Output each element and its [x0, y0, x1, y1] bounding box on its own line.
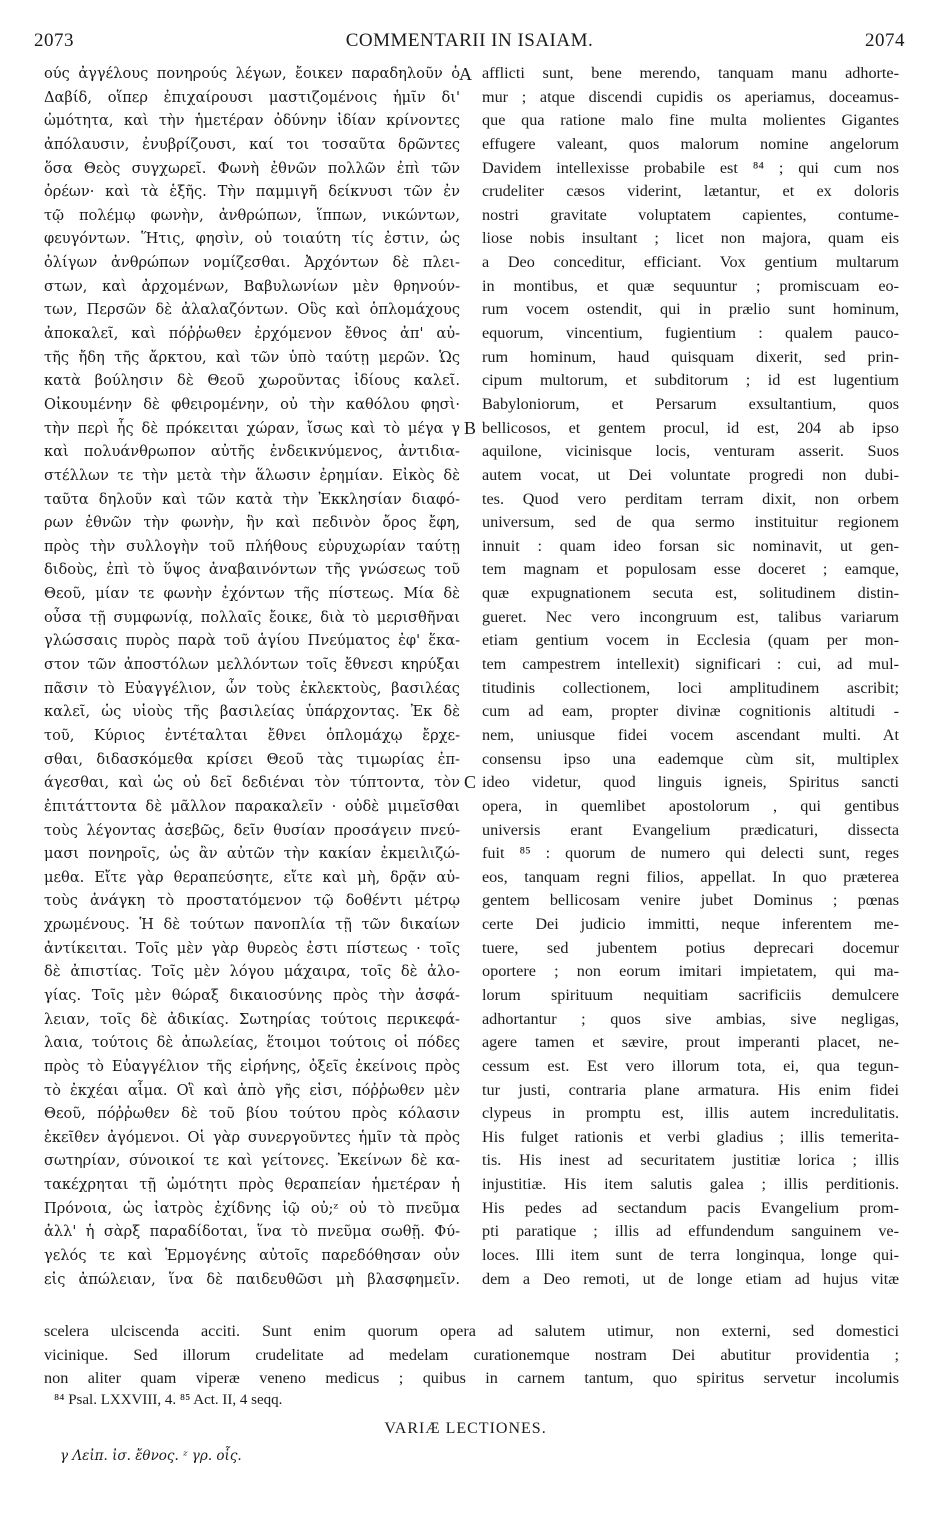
greek-text-line: γλώσσαις πυρὸς παρὰ τοῦ ἁγίου Πνεύματος ἐφ' ἕκα- — [44, 632, 460, 650]
full-text-line: scelera ulciscenda acciti. Sunt enim quorum opera ad salutem utimur, non externi, sed domestici — [44, 1322, 899, 1340]
latin-text-line: nem, uniusque fidei vocem ascendant multi. At — [482, 725, 899, 744]
greek-text-line: πρὸς τὸ Εὐαγγέλιον τῆς εἰρήνης, ὀξεῖς ἐκείνοις πρὸς — [44, 1057, 460, 1075]
greek-text-line: πᾶσιν τὸ Εὐαγγέλιον, ὧν τοὺς ἐκλεκτοὺς, βασιλέας — [44, 679, 460, 697]
latin-text-line: fuit ⁸⁵ : quorum de numero qui delecti sunt, reges — [482, 844, 899, 863]
latin-text-line: His pedes ad sectandum pacis Evangelium prom- — [482, 1198, 899, 1217]
latin-text-line: rum hominum, haud quisquam dixerit, sed prin- — [482, 347, 899, 366]
latin-text-line: quæ expugnationem secuta est, solitudinem distin- — [482, 584, 899, 603]
greek-text-line: ἐκεῖθεν ἀγόμενοι. Οἱ γὰρ συνεργοῦντες ἡμῖν τὰ πρὸς — [44, 1128, 460, 1146]
page-number-right: 2074 — [865, 30, 905, 51]
latin-text-line: afflicti sunt, bene merendo, tanquam manu adhorte- — [482, 64, 899, 82]
latin-text-line: Babyloniorum, et Persarum exsultantium, quos — [482, 394, 899, 413]
full-text-line: vicinique. Sed illorum crudelitate ad medelam curationemque nostram Dei abutitur providentia ; — [44, 1345, 899, 1364]
greek-text-line: διδοὺς, ἐπὶ τὸ ὕψος ἀναβαινόντων τῆς γνώσεως τοῦ — [44, 561, 460, 579]
greek-text-line: κατὰ βούλησιν δὲ Θεοῦ χωροῦντας ἰδίους καλεῖ. — [44, 372, 460, 390]
latin-text-line: agere tamen et sævire, prout imperanti placet, ne- — [482, 1033, 899, 1052]
page-number-left: 2073 — [34, 30, 74, 51]
latin-text-line: nostri gravitate voluptatem capientes, contume- — [482, 205, 899, 224]
margin-mark-a: A — [459, 64, 472, 84]
running-title: COMMENTARII IN ISAIAM. — [345, 30, 594, 51]
latin-text-line: loces. Illi item sunt de terra longinqua, longe qui- — [482, 1246, 899, 1265]
greek-text-line: τοὺς ἀνάγκη τὸ προστατόμενον τῷ δοθέντι μέτρῳ — [44, 892, 460, 910]
latin-text-line: mur ; atque discendi cupidis os aperiamus, doceamus- — [482, 87, 899, 106]
latin-text-line: bellicosos, et gentem procul, id est, 204 ab ipso — [482, 418, 899, 437]
latin-text-line: tem campestrem intellexit) significari : cui, ad mul- — [482, 655, 899, 674]
latin-text-line: cipum multorum, et subditorum ; id est lugentium — [482, 371, 899, 390]
greek-text-line: δὲ ἀπιστίας. Τοῖς μὲν λόγου μάχαιρα, τοῖς δὲ ἀλο- — [44, 963, 460, 981]
latin-text-line: equorum, vincentium, fugientium : qualem pauco- — [482, 324, 899, 343]
greek-text-line: λαια, τούτοις δὲ ἀπωλείας, ἕτοιμοι τούτοις οἱ πόδες — [44, 1034, 460, 1052]
greek-text-line: ὅσα Θεὸς συγχωρεῖ. Φωνὴ ἐθνῶν πολλῶν ἐπὶ τῶν — [44, 159, 460, 177]
latin-text-line: titudinis collectionem, loci amplitudinem ascribit; — [482, 678, 899, 697]
greek-text-line: Θεοῦ, πόῤῥωθεν δὲ τοῦ βίου τούτου πρὸς κόλασιν — [44, 1105, 460, 1123]
greek-text-line: τοὺς λέγοντας ἀσεβῶς, δεῖν θυσίαν προσάγειν πνεύ- — [44, 821, 460, 839]
latin-text-line: cessum est. Est vero illorum tota, ei, qua tegun- — [482, 1056, 899, 1075]
latin-text-line: a Deo conceditur, efficiant. Vox gentium multarum — [482, 253, 899, 272]
greek-text-line: χρωμένους. Ἡ δὲ τούτων πανοπλία τῇ τῶν δικαίων — [44, 916, 460, 934]
latin-text-line: pti paratique ; illis ad effundendum sanguinem ve- — [482, 1222, 899, 1241]
greek-text-line: τὸ ἐκχέαι αἷμα. Οἳ καὶ ἀπὸ γῆς εἰσι, πόῤῥωθεν μὲν — [44, 1081, 460, 1099]
greek-text-line: ἐπιτάττοντα δὲ μᾶλλον παρακαλεῖν · οὐδὲ μιμεῖσθαι — [44, 797, 460, 815]
latin-text-line: dem a Deo remoti, ut de longe etiam ad hujus vitæ — [482, 1269, 899, 1288]
latin-text-line: adhortantur ; quos sive ambias, sive negligas, — [482, 1009, 899, 1028]
greek-text-line: Οἰκουμένην δὲ φθειρομένην, οὐ τὴν καθόλου φησὶ· — [44, 395, 460, 413]
greek-text-line: οὖσα τῇ συμφωνίᾳ, πολλαῖς ἔοικε, διὰ τὸ μερισθῆναι — [44, 608, 460, 626]
greek-text-line: στων, καὶ ἀρχομένων, Βαβυλωνίων μὲν θρηνούν- — [44, 277, 460, 295]
greek-text-line: ὠμότητα, καὶ τὴν ἡμετέραν ὀδύνην ἰδίαν κρίνοντες — [44, 112, 460, 130]
latin-text-line: rum vocem ostendit, qui in prælio sunt hominum, — [482, 300, 899, 319]
latin-text-line: injustitiæ. His item salutis galea ; illis perditionis. — [482, 1175, 899, 1194]
greek-text-line: τῷ πολέμῳ φωνὴν, ἀνθρώπων, ἵππων, νικώντων, — [44, 206, 460, 224]
full-width-text — [44, 1320, 899, 1391]
latin-text-line: aquilone, vicinisque locis, venturam asserit. Suos — [482, 442, 899, 461]
greek-text-line: ὀλίγων ἀνθρώπων νομίζεσθαι. Ἀρχόντων δὲ πλει- — [44, 254, 460, 272]
greek-text-line: ἀλλ' ἡ σὰρξ παραδίδοται, ἵνα τὸ πνεῦμα σωθῇ. Φύ- — [44, 1223, 460, 1241]
latin-text-line: His fulget rationis et verbi gladius ; illis temerita- — [482, 1127, 899, 1146]
latin-text-line: universis erant Evangelium prædicaturi, dissecta — [482, 820, 899, 839]
latin-text-line: que qua ratione malo fine multa molientes Gigantes — [482, 111, 899, 130]
greek-column — [44, 62, 460, 1291]
latin-text-line: clypeus in promptu est, illis autem incredulitatis. — [482, 1104, 899, 1123]
greek-text-line: γίας. Τοῖς μὲν θώραξ δικαιοσύνης πρὸς τὴν ἀσφά- — [44, 986, 460, 1004]
full-text-line: non aliter quam viperæ veneno medicus ; quibus in carnem tantum, quo spiritus servetur incolumis — [44, 1369, 899, 1388]
latin-text-line: cum ad eam, propter divinæ cognitionis altitudi - — [482, 702, 899, 721]
greek-text-line: σθαι, διδασκόμεθα κρίσει Θεοῦ τὰς τιμωρίας ἐπ- — [44, 750, 460, 768]
latin-text-line: opera, in quemlibet apostolorum , qui gentibus — [482, 796, 899, 815]
latin-text-line: tur justi, contraria plane armatura. His enim fidei — [482, 1080, 899, 1099]
latin-text-line: tem magnam et populosam esse doceret ; eamque, — [482, 560, 899, 579]
greek-text-line: μασι πονηροῖς, ὡς ἂν αὐτῶν τὴν κακίαν ἐκμειλιζώ- — [44, 845, 460, 863]
latin-text-line: crudeliter cæsos viderint, lætantur, et ex doloris — [482, 182, 899, 201]
greek-text-line: πρὸς τὴν συλλογὴν τοῦ πλήθους εὐρυχωρίαν ταύτῃ — [44, 537, 460, 555]
latin-text-line: gueret. Nec vero incongruum est, talibus variarum — [482, 607, 899, 626]
latin-text-line: oportere ; non eorum imitari impietatem, qui ma- — [482, 962, 899, 981]
greek-text-line: Θεοῦ, μίαν τε φωνὴν ἐχόντων τῆς πίστεως. Μία δὲ — [44, 585, 460, 603]
latin-text-line: ideo videtur, quod linguis igneis, Spiritus sancti — [482, 773, 899, 792]
greek-text-line: ούς ἀγγέλους πονηρούς λέγων, ἔοικεν παραδηλοῦν ὁ — [44, 65, 460, 82]
greek-text-line: εἰς ἀπώλειαν, ἵνα δὲ παιδευθῶσι μὴ βλασφημεῖν. — [44, 1270, 460, 1288]
greek-text-line: τοῦ, Κύριος ἐντέταλται ἔθνει ὁπλομάχῳ ἔρχε- — [44, 726, 460, 744]
page-header — [34, 30, 905, 54]
greek-text-line: ταῦτα δηλοῦν καὶ τῶν κατὰ τὴν Ἐκκλησίαν διαφό- — [44, 490, 460, 508]
greek-text-line: φευγόντων. Ἥτις, φησὶν, οὐ τοιαύτη τίς ἐστιν, ὡς — [44, 230, 460, 248]
latin-text-line: effugere valeant, quos malorum nomine angelorum — [482, 134, 899, 153]
greek-text-line: ὀρέων· καὶ τὰ ἑξῆς. Τὴν παμμιγῆ δείκνυσι τῶν ἐν — [44, 183, 460, 201]
greek-text-line: σωτηρίαν, σύνοικοί τε καὶ γείτονες. Ἐκείνων δὲ κα- — [44, 1152, 460, 1170]
variae-lectiones-heading: VARIÆ LECTIONES. — [384, 1420, 547, 1437]
greek-text-line: άγεσθαι, καὶ ὡς οὐ δεῖ δεδιέναι τὸν τύπτοντα, τὸν — [44, 774, 460, 792]
latin-text-line: gentem bellicosam venire jubet Dominus ; pœnas — [482, 891, 899, 910]
greek-text-line: ἀποκαλεῖ, καὶ πόῤῥωθεν ἐρχόμενον ἔθνος ἀπ' αὐ- — [44, 325, 460, 343]
greek-text-line: γελός τε καὶ Ἑρμογένης αὐτοῖς παρεδόθησαν οὐν — [44, 1247, 460, 1265]
greek-text-line: Πρόνοια, ὡς ἰατρὸς ἐχίδνης ἰῷ οὐ;ᶻ οὐ τὸ πνεῦμα — [44, 1199, 460, 1217]
latin-text-line: certe Dei judicio immitti, neque inferentem me- — [482, 915, 899, 934]
greek-text-line: ἀντίκειται. Τοῖς μὲν γὰρ θυρεὸς ἐστι πίστεως · τοῖς — [44, 939, 460, 957]
greek-text-line: ρων ἐθνῶν τὴν φωνὴν, ἣν καὶ πεδινὸν ὄρος ἔφη, — [44, 514, 460, 532]
greek-text-line: τακέχρηται τῇ ὠμότητι πρὸς θεραπείαν ἡμετέραν ἡ — [44, 1176, 460, 1194]
latin-text-line: autem vocat, ut Dei voluntate progredi non dubi- — [482, 465, 899, 484]
greek-text-line: στον τῶν ἀποστόλων μελλόντων τοῖς ἔθνεσι κηρύξαι — [44, 656, 460, 674]
greek-text-line: Δαβίδ, οἵπερ ἐπιχαίρουσι μαστιζομένοις ἡμῖν δι' — [44, 88, 460, 106]
latin-text-line: innuit : quam ideo forsan sic nominavit, ut gen- — [482, 536, 899, 555]
latin-text-line: liose nobis insultant ; licet non majora, quam eis — [482, 229, 899, 248]
latin-column — [482, 62, 899, 1291]
margin-mark-b: B — [464, 418, 477, 438]
margin-mark-c: C — [464, 772, 477, 792]
latin-text-line: etiam gentium vocem in Ecclesia (quam per mon- — [482, 631, 899, 650]
greek-text-line: καὶ πολυάνθρωπον αὐτῆς ἐνδεικνύμενος, ἀντιδια- — [44, 443, 460, 461]
greek-text-line: ἀπόλαυσιν, ἐνυβρίζουσι, καί τοι τοσαῦτα δρῶντες — [44, 135, 460, 153]
footnotes: ⁸⁴ Psal. LXXVIII, 4. ⁸⁵ Act. II, 4 seqq. — [54, 1392, 283, 1408]
latin-text-line: consensu ipso una eademque cùm sit, multiplex — [482, 749, 899, 768]
variae-lectiones-notes: γ Λεἰπ. ἰσ. ἔθνος. ᶻ γρ. οἷς. — [60, 1448, 242, 1464]
greek-text-line: στέλλων τε τὴν μετὰ τὴν ἅλωσιν ἐρημίαν. Εἰκὸς δὲ — [44, 466, 460, 484]
greek-text-line: μεθα. Εἴτε γὰρ θεραπεύσητε, εἴτε καὶ μὴ, δρᾷν αὐ- — [44, 868, 460, 886]
latin-text-line: tis. His inest ad securitatem justitiæ lorica ; illis — [482, 1151, 899, 1170]
latin-text-line: eos, tanquam regni filios, appellat. In quo præterea — [482, 867, 899, 886]
latin-text-line: tes. Quod vero perditam terram dixit, non orbem — [482, 489, 899, 508]
greek-text-line: λειαν, τοῖς δὲ ἀδικίας. Σωτηρίας τούτοις περικεφά- — [44, 1010, 460, 1028]
greek-text-line: τῆς ἤδη τῆς ἄρκτου, καὶ τῶν ὑπὸ ταύτῃ μερῶν. Ὡς — [44, 348, 460, 366]
latin-text-line: universum, sed de qua sermo instituitur regionem — [482, 513, 899, 532]
greek-text-line: καλεῖ, ὡς υἱοὺς τῆς βασιλείας ὑπάρχοντας. Ἐκ δὲ — [44, 703, 460, 721]
latin-text-line: in montibus, et quæ sequuntur ; promiscuam eo- — [482, 276, 899, 295]
latin-text-line: lorum spirituum nequitiam sacrificiis demulcere — [482, 985, 899, 1004]
latin-text-line: tuere, sed jubentem potius deprecari docemur — [482, 938, 899, 957]
latin-text-line: Davidem intellexisse probabile est ⁸⁴ ; qui cum nos — [482, 158, 899, 177]
greek-text-line: τὴν περὶ ἧς δὲ πρόκειται χώραν, ἴσως καὶ τὸ μέγα γ — [44, 419, 460, 437]
greek-text-line: των, Περσῶν δὲ ἀλαλαζόντων. Οὓς καὶ ὁπλομάχους — [44, 301, 460, 319]
